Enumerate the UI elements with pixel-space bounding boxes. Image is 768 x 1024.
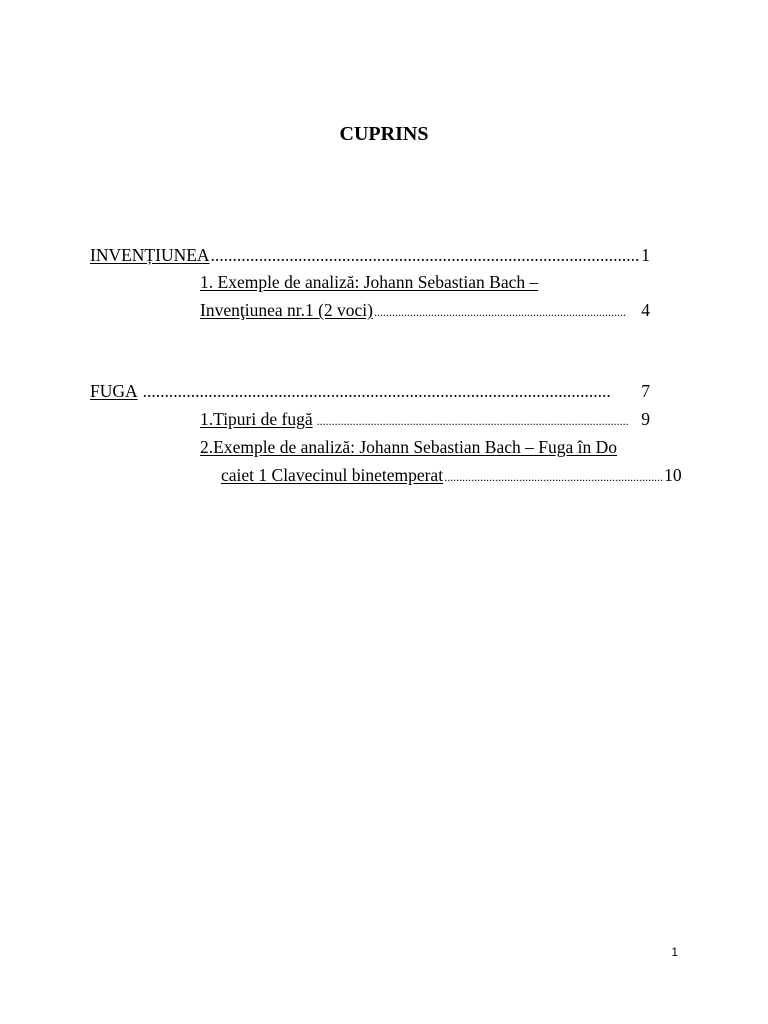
toc-leader-dots: ........................................................................................................... — [142, 381, 611, 401]
toc-entry-inventiunea-sub1-line2[interactable] — [200, 297, 650, 323]
toc-entry-fuga[interactable] — [90, 378, 650, 404]
toc-entry-fuga-sub1[interactable] — [200, 406, 650, 432]
toc-entry-label[interactable]: 1.Tipuri de fugă — [200, 409, 313, 429]
page-title: CUPRINS — [339, 123, 429, 145]
toc-entry-label[interactable]: INVENȚIUNEA — [90, 245, 210, 265]
page-footer-number: 1 — [671, 945, 678, 959]
toc-page-number: 1 — [641, 245, 650, 265]
toc-leader-dots: .................................................................................... — [374, 305, 627, 319]
toc-entry-inventiunea-sub1-line1[interactable] — [200, 269, 538, 295]
toc-page-number: 4 — [641, 300, 650, 320]
toc-leader-dots: ........................................................................................................ — [316, 414, 629, 428]
toc-page-number: 7 — [641, 381, 650, 401]
toc-entry-fuga-sub2-line1[interactable] — [200, 434, 617, 460]
toc-page-number: 9 — [641, 409, 650, 429]
toc-entry-inventiunea[interactable] — [90, 242, 650, 268]
toc-leader-dots: ......................................................................... — [444, 470, 664, 484]
toc-entry-label[interactable]: Invenţiunea nr.1 (2 voci) — [200, 300, 374, 320]
toc-leader-dots: .................................................................................................. — [210, 245, 640, 265]
toc-page-number: 10 — [664, 465, 682, 485]
toc-entry-label[interactable]: 1. Exemple de analiză: Johann Sebastian Bach – — [200, 272, 539, 292]
toc-entry-fuga-sub2-line2[interactable] — [221, 462, 682, 488]
toc-entry-label[interactable]: caiet 1 Clavecinul binetemperat — [221, 465, 444, 485]
toc-entry-label[interactable]: 2.Exemple de analiză: Johann Sebastian Bach – Fuga în Do — [200, 437, 617, 457]
toc-entry-label[interactable]: FUGA — [90, 381, 138, 401]
